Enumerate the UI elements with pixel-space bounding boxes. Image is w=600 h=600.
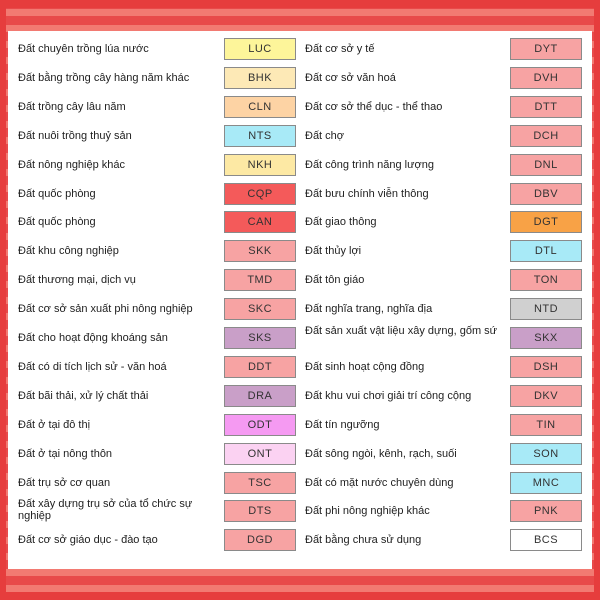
legend-code-skx: SKX: [510, 327, 582, 349]
legend-code-pnk: PNK: [510, 500, 582, 522]
legend-code-dra: DRA: [224, 385, 296, 407]
legend-label-mnc: Đất có mặt nước chuyên dùng: [305, 476, 454, 489]
legend-code-cqp: CQP: [224, 183, 296, 205]
legend-code-nkh: NKH: [224, 154, 296, 176]
legend-code-ton: TON: [510, 269, 582, 291]
frame-left-border: [0, 0, 6, 600]
legend-label-dsh: Đất sinh hoạt cộng đồng: [305, 360, 425, 373]
legend-label-odt: Đất ở tại đô thị: [18, 418, 91, 431]
legend-label-dnl: Đất công trình năng lượng: [305, 158, 434, 171]
legend-label-dgt: Đất giao thông: [305, 216, 377, 229]
legend-label-ont: Đất ở tại nông thôn: [18, 447, 113, 460]
legend-label-dch: Đất chợ: [305, 129, 345, 142]
legend-code-mnc: MNC: [510, 472, 582, 494]
legend-label-pnk: Đất phi nông nghiệp khác: [305, 505, 430, 518]
legend-label-sks: Đất cho hoạt động khoáng sản: [18, 332, 168, 344]
legend-label-skk: Đất khu công nghiệp: [18, 245, 119, 258]
legend-code-dtt: DTT: [510, 96, 582, 118]
legend-label-ddt: Đất có di tích lịch sử - văn hoá: [18, 360, 167, 373]
legend-code-dts: DTS: [224, 500, 296, 522]
legend-label-dbv: Đất bưu chính viễn thông: [305, 187, 429, 200]
legend-label-tsc: Đất trụ sở cơ quan: [18, 476, 111, 489]
legend-code-ont: ONT: [224, 443, 296, 465]
legend-label-tin: Đất tín ngưỡng: [305, 418, 380, 431]
legend-code-luc: LUC: [224, 38, 296, 60]
legend-label-cln: Đất trồng cây lâu năm: [18, 100, 126, 113]
legend-code-cln: CLN: [224, 96, 296, 118]
land-use-legend-card: [8, 31, 592, 569]
legend-label-tmd: Đất thương mại, dịch vụ: [18, 274, 136, 287]
legend-code-dsh: DSH: [510, 356, 582, 378]
legend-code-tin: TIN: [510, 414, 582, 436]
legend-label-dgd: Đất cơ sở giáo dục - đào tạo: [18, 534, 158, 547]
legend-code-dnl: DNL: [510, 154, 582, 176]
legend-label-skc: Đất cơ sở sản xuất phi nông nghiệp: [18, 303, 193, 316]
legend-code-can: CAN: [224, 211, 296, 233]
legend-code-dtl: DTL: [510, 240, 582, 262]
legend-code-sks: SKS: [224, 327, 296, 349]
legend-code-dgt: DGT: [510, 211, 582, 233]
legend-label-dts: Đất xây dựng trụ sở của tổ chức sự nghiệp: [18, 498, 193, 523]
legend-code-son: SON: [510, 443, 582, 465]
legend-code-skc: SKC: [224, 298, 296, 320]
legend-code-skk: SKK: [224, 240, 296, 262]
legend-code-tmd: TMD: [224, 269, 296, 291]
legend-label-bhk: Đất bằng trồng cây hàng năm khác: [18, 71, 190, 84]
legend-code-dgd: DGD: [224, 529, 296, 551]
frame-top-border: [0, 0, 600, 8]
legend-code-ddt: DDT: [224, 356, 296, 378]
legend-code-tsc: TSC: [224, 472, 296, 494]
legend-label-nts: Đất nuôi trồng thuỷ sản: [18, 129, 132, 142]
legend-code-odt: ODT: [224, 414, 296, 436]
legend-label-son: Đất sông ngòi, kênh, rạch, suối: [305, 447, 457, 460]
frame-right-border: [594, 0, 600, 600]
legend-label-bcs: Đất bằng chưa sử dụng: [305, 534, 422, 547]
legend-code-dyt: DYT: [510, 38, 582, 60]
legend-code-dkv: DKV: [510, 385, 582, 407]
legend-label-luc: Đất chuyên trồng lúa nước: [18, 43, 149, 55]
frame-bottom-border: [0, 592, 600, 600]
legend-code-bcs: BCS: [510, 529, 582, 551]
legend-code-nts: NTS: [224, 125, 296, 147]
legend-label-cqp: Đất quốc phòng: [18, 187, 96, 200]
legend-code-dbv: DBV: [510, 183, 582, 205]
legend-label-ntd: Đất nghĩa trang, nghĩa địa: [305, 303, 433, 316]
legend-label-dvh: Đất cơ sở văn hoá: [305, 71, 396, 84]
legend-label-skx: Đất sản xuất vật liệu xây dựng, gốm sứ: [305, 325, 498, 337]
legend-label-dyt: Đất cơ sở y tế: [305, 43, 375, 55]
legend-code-ntd: NTD: [510, 298, 582, 320]
legend-label-dkv: Đất khu vui chơi giải trí công cộng: [305, 389, 472, 402]
legend-label-dra: Đất bãi thải, xử lý chất thải: [18, 389, 149, 402]
legend-code-bhk: BHK: [224, 67, 296, 89]
legend-label-dtt: Đất cơ sở thể dục - thể thao: [305, 100, 443, 113]
legend-code-dvh: DVH: [510, 67, 582, 89]
legend-label-ton: Đất tôn giáo: [305, 274, 365, 287]
legend-label-dtl: Đất thủy lợi: [305, 245, 362, 258]
legend-label-nkh: Đất nông nghiệp khác: [18, 158, 126, 171]
legend-label-can: Đất quốc phòng: [18, 216, 96, 229]
legend-code-dch: DCH: [510, 125, 582, 147]
